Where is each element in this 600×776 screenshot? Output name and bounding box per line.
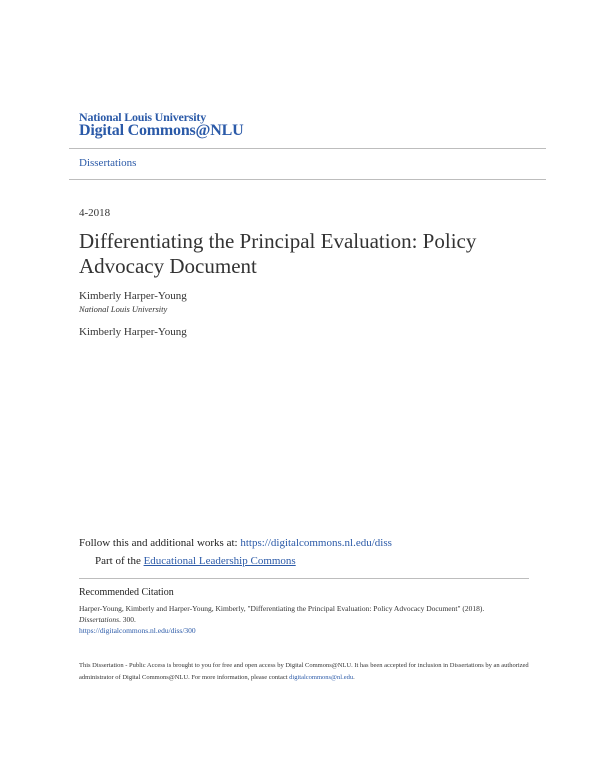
commons-link[interactable]: Educational Leadership Commons <box>143 555 296 567</box>
author-name: Kimberly Harper-Young <box>79 290 187 302</box>
publication-date: 4-2018 <box>79 207 111 219</box>
follow-url-link[interactable]: https://digitalcommons.nl.edu/diss <box>240 537 392 549</box>
citation-series: Dissertations <box>79 615 120 624</box>
collection-link[interactable]: Dissertations <box>79 157 137 169</box>
citation-heading: Recommended Citation <box>79 587 174 598</box>
citation-url-link[interactable]: https://digitalcommons.nl.edu/diss/300 <box>79 626 196 635</box>
access-notice <box>79 660 539 684</box>
citation-block <box>79 603 539 636</box>
divider-bottom <box>69 179 546 180</box>
contact-email-link[interactable]: digitalcommons@nl.edu <box>289 674 354 681</box>
repository-name[interactable]: Digital Commons@NLU <box>79 122 244 139</box>
part-of-line <box>95 555 296 567</box>
author-affiliation: National Louis University <box>79 304 168 314</box>
follow-label: Follow this and additional works at: <box>79 537 241 549</box>
divider-top <box>69 148 546 149</box>
notice-end: . <box>353 674 355 681</box>
divider-citation <box>79 578 529 579</box>
citation-text: Harper-Young, Kimberly and Harper-Young, Kimberly, "Differentiating the Principal Evaluation: Policy Advocacy Document" (2018). <box>79 604 485 613</box>
follow-line <box>79 537 392 549</box>
institution-name[interactable]: National Louis University <box>79 110 207 124</box>
citation-number: . 300. <box>119 615 136 624</box>
author-name-repeat: Kimberly Harper-Young <box>79 326 187 338</box>
part-of-label: Part of the <box>95 555 144 567</box>
notice-text: This Dissertation - Public Access is brought to you for free and open access by Digital Commons@NLU. It has been accepted for inclusion in Dissertations by an authorized administrator of Digital Commons@NLU. For more information, please contact <box>79 662 529 681</box>
document-title: Differentiating the Principal Evaluation: Policy Advocacy Document <box>79 229 477 278</box>
